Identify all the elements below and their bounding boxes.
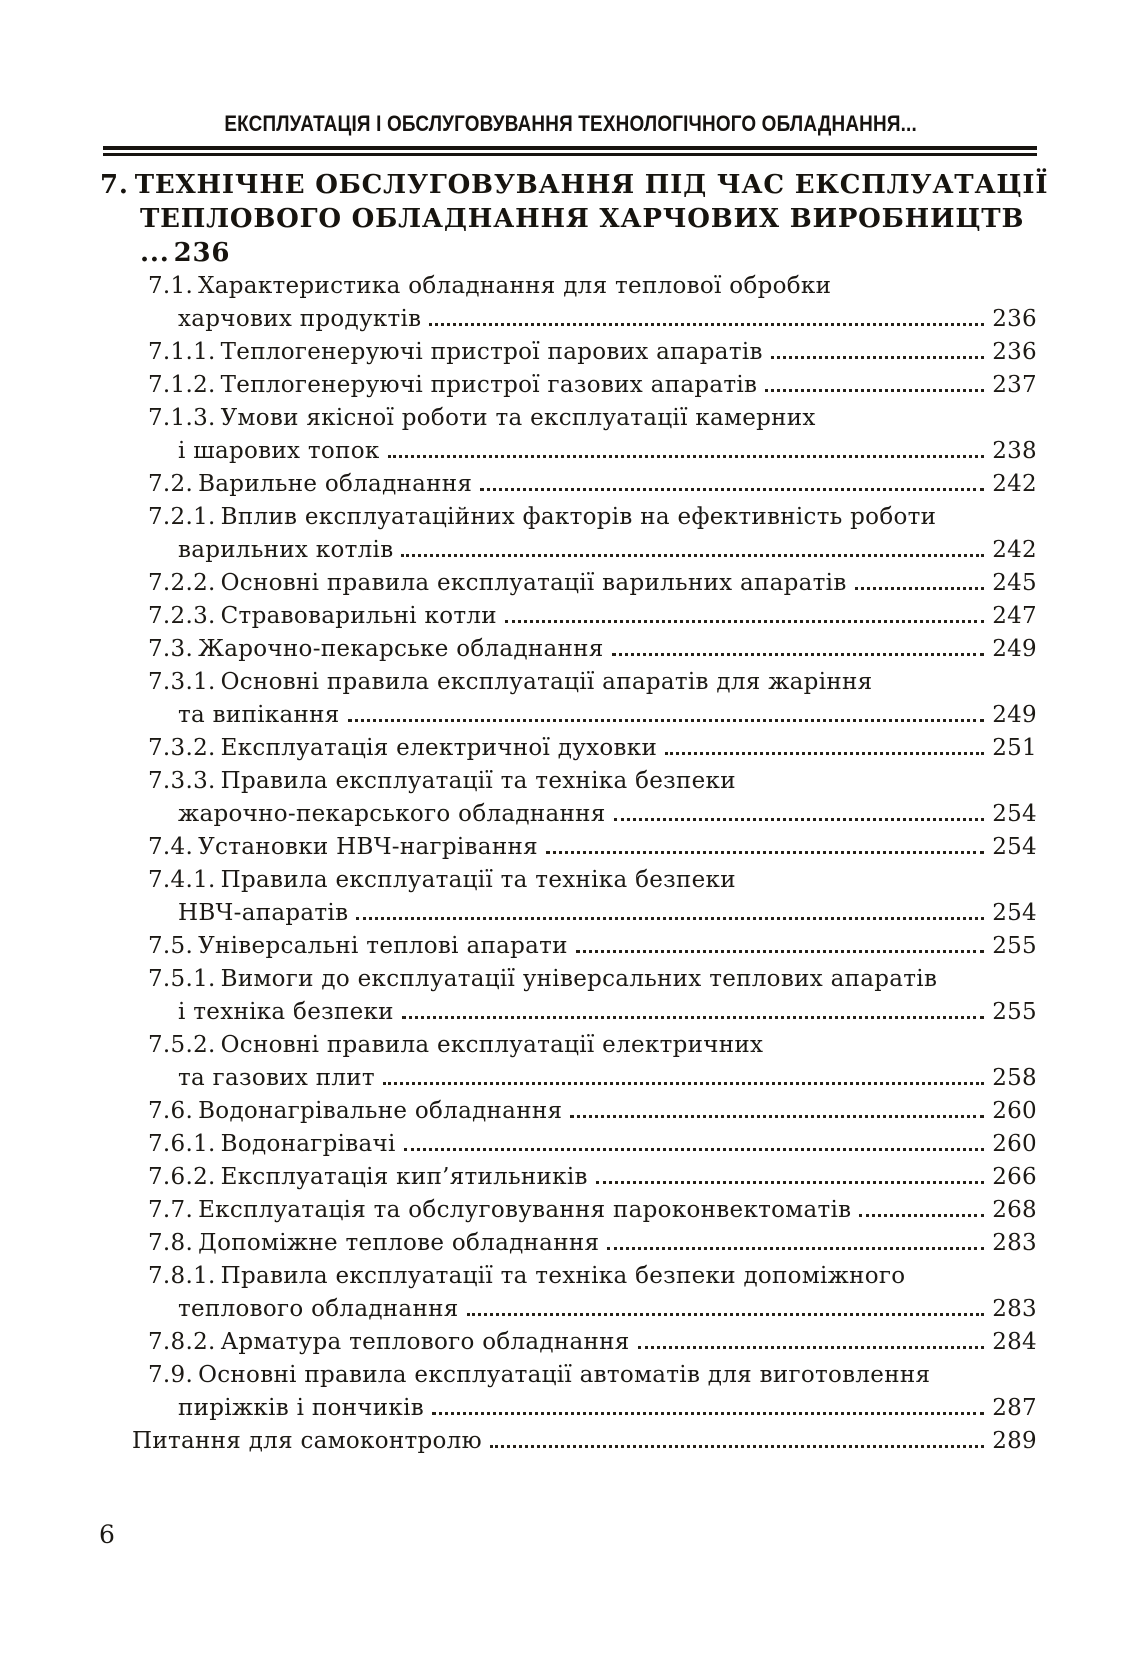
toc-dot-leader bbox=[348, 719, 985, 722]
toc-entry-text: Правила експлуатації та техніка безпеки bbox=[220, 867, 736, 893]
toc-entry-number: 7.1.3. bbox=[148, 405, 216, 431]
toc-dot-leader bbox=[388, 455, 985, 458]
toc-dot-leader bbox=[480, 488, 984, 491]
toc-entry-text: Експлуатація кип’ятильників bbox=[220, 1164, 588, 1190]
toc-dot-leader bbox=[614, 818, 985, 821]
toc-line bbox=[148, 963, 1037, 996]
chapter-title-line1-row bbox=[100, 168, 1050, 202]
toc-line bbox=[148, 435, 1037, 468]
toc-entry-number: 7.2.3. bbox=[148, 603, 216, 629]
toc-line bbox=[148, 1095, 1037, 1128]
toc-line bbox=[148, 270, 1037, 303]
toc-dot-leader bbox=[429, 323, 984, 326]
toc-entry-number: 7.8.2. bbox=[148, 1329, 216, 1355]
chapter-title-line2: ТЕПЛОВОГО ОБЛАДНАННЯ ХАРЧОВИХ ВИРОБНИЦТВ ... bbox=[140, 204, 1025, 268]
toc-entry bbox=[148, 1260, 1037, 1326]
running-header bbox=[0, 111, 1142, 137]
toc-entry bbox=[148, 1359, 1037, 1425]
toc-page-number: 254 bbox=[992, 834, 1037, 860]
chapter-number: 7. bbox=[100, 170, 129, 200]
toc-entry bbox=[148, 633, 1037, 666]
toc-entry bbox=[148, 732, 1037, 765]
toc-page-number: 289 bbox=[992, 1428, 1037, 1454]
toc-page-number: 258 bbox=[992, 1065, 1037, 1091]
toc-page-number: 268 bbox=[992, 1197, 1037, 1223]
toc-line bbox=[132, 1425, 1037, 1458]
toc-page-number: 254 bbox=[992, 900, 1037, 926]
toc-dot-leader bbox=[490, 1445, 984, 1448]
toc-dot-leader bbox=[855, 587, 985, 590]
toc-dot-leader bbox=[383, 1082, 984, 1085]
toc-entry-number: 7.6.1. bbox=[148, 1131, 216, 1157]
toc-entry-text: Установки НВЧ-нагрівання bbox=[198, 834, 538, 860]
toc-entry-number: 7.9. bbox=[148, 1362, 194, 1388]
toc-dot-leader bbox=[638, 1346, 985, 1349]
toc-page-number: 254 bbox=[992, 801, 1037, 827]
toc-page-number: 237 bbox=[992, 372, 1037, 398]
toc-page-number: 236 bbox=[992, 306, 1037, 332]
toc-page-number: 255 bbox=[992, 933, 1037, 959]
toc-entry-text: Основні правила експлуатації апаратів для жаріння bbox=[220, 669, 873, 695]
toc-line bbox=[148, 1194, 1037, 1227]
toc-dot-leader bbox=[401, 554, 984, 557]
toc-line bbox=[148, 303, 1037, 336]
toc-line bbox=[148, 666, 1037, 699]
toc-page-number: 255 bbox=[992, 999, 1037, 1025]
toc-page-number: 242 bbox=[992, 471, 1037, 497]
toc-line bbox=[148, 798, 1037, 831]
toc-line bbox=[148, 1293, 1037, 1326]
running-header-text: ЕКСПЛУАТАЦІЯ І ОБСЛУГОВУВАННЯ ТЕХНОЛОГІЧНОГО ОБЛАДНАННЯ... bbox=[224, 111, 918, 136]
toc-entry-number: 7.8.1. bbox=[148, 1263, 216, 1289]
toc-line bbox=[148, 897, 1037, 930]
toc-entry bbox=[148, 1029, 1037, 1095]
toc-entry-text: жарочно-пекарського обладнання bbox=[178, 801, 606, 827]
toc-dot-leader bbox=[607, 1247, 984, 1250]
toc-entry-number: 7.7. bbox=[148, 1197, 194, 1223]
toc-line bbox=[148, 600, 1037, 633]
toc-page-number: 283 bbox=[992, 1296, 1037, 1322]
toc-line bbox=[148, 567, 1037, 600]
toc-entry bbox=[148, 1095, 1037, 1128]
toc-entry-text: Основні правила експлуатації автоматів для виготовлення bbox=[198, 1362, 931, 1388]
toc-line bbox=[148, 1326, 1037, 1359]
chapter-heading bbox=[100, 168, 1050, 270]
toc-entry-text: Водонагрівачі bbox=[220, 1131, 396, 1157]
toc-entry-text: Експлуатація електричної духовки bbox=[220, 735, 658, 761]
toc-line bbox=[148, 1062, 1037, 1095]
toc-entry-text: Характеристика обладнання для теплової обробки bbox=[198, 273, 832, 299]
toc-entry-text: Універсальні теплові апарати bbox=[198, 933, 568, 959]
toc-page-number: 249 bbox=[992, 636, 1037, 662]
toc-entry-number: 7.2.2. bbox=[148, 570, 216, 596]
toc-entry-text: і техніка безпеки bbox=[178, 999, 394, 1025]
toc-line bbox=[148, 1359, 1037, 1392]
toc-entry-text: та випікання bbox=[178, 702, 340, 728]
toc-dot-leader bbox=[467, 1313, 985, 1316]
toc-entry-number: 7.4. bbox=[148, 834, 194, 860]
toc-entry-text: Питання для самоконтролю bbox=[132, 1428, 482, 1454]
toc-page-number: 287 bbox=[992, 1395, 1037, 1421]
toc-entry-text: варильних котлів bbox=[178, 537, 394, 563]
toc-entry bbox=[148, 402, 1037, 468]
toc-dot-leader bbox=[432, 1412, 984, 1415]
toc-entry-text: теплового обладнання bbox=[178, 1296, 459, 1322]
toc-page-number: 245 bbox=[992, 570, 1037, 596]
toc-entry bbox=[148, 930, 1037, 963]
toc-entry-number: 7.4.1. bbox=[148, 867, 216, 893]
toc-page-number: 284 bbox=[992, 1329, 1037, 1355]
toc-page-number: 260 bbox=[992, 1098, 1037, 1124]
toc-line bbox=[148, 1029, 1037, 1062]
chapter-page-number: 236 bbox=[173, 238, 231, 268]
toc-entry-number: 7.8. bbox=[148, 1230, 194, 1256]
toc-entry-number: 7.3.1. bbox=[148, 669, 216, 695]
header-divider bbox=[103, 146, 1037, 156]
toc-dot-leader bbox=[612, 653, 985, 656]
toc-dot-leader bbox=[576, 950, 984, 953]
toc-dot-leader bbox=[505, 620, 984, 623]
toc-line bbox=[148, 996, 1037, 1029]
toc-entry-text: Арматура теплового обладнання bbox=[220, 1329, 630, 1355]
toc-entry-text: та газових плит bbox=[178, 1065, 375, 1091]
toc-entry-number: 7.2. bbox=[148, 471, 194, 497]
toc-entry-text: Теплогенеруючі пристрої газових апаратів bbox=[220, 372, 758, 398]
toc-entry-number: 7.6. bbox=[148, 1098, 194, 1124]
toc-entry bbox=[148, 1326, 1037, 1359]
toc-entry-text: Вимоги до експлуатації універсальних теплових апаратів bbox=[220, 966, 938, 992]
toc-dot-leader bbox=[546, 851, 984, 854]
toc-entry bbox=[148, 336, 1037, 369]
toc-page-number: 242 bbox=[992, 537, 1037, 563]
toc-line bbox=[148, 1128, 1037, 1161]
toc-page-number: 249 bbox=[992, 702, 1037, 728]
toc-entry-text: Основні правила експлуатації варильних апаратів bbox=[220, 570, 847, 596]
toc-entry-number: 7.6.2. bbox=[148, 1164, 216, 1190]
toc-entry-text: НВЧ-апаратів bbox=[178, 900, 349, 926]
toc-entry bbox=[148, 501, 1037, 567]
toc-entry bbox=[148, 864, 1037, 930]
toc-line bbox=[148, 864, 1037, 897]
toc-entry-text: Допоміжне теплове обладнання bbox=[198, 1230, 600, 1256]
toc-dot-leader bbox=[402, 1016, 984, 1019]
toc-dot-leader bbox=[771, 356, 984, 359]
toc-line bbox=[148, 732, 1037, 765]
toc-line bbox=[148, 1227, 1037, 1260]
toc-entry-text: Стравоварильні котли bbox=[220, 603, 497, 629]
toc-dot-leader bbox=[404, 1148, 984, 1151]
toc-dot-leader bbox=[665, 752, 984, 755]
toc-entry-text: Жарочно-пекарське обладнання bbox=[198, 636, 604, 662]
toc-entry bbox=[148, 666, 1037, 732]
toc-line bbox=[148, 336, 1037, 369]
toc-entry-number: 7.1.2. bbox=[148, 372, 216, 398]
toc-dot-leader bbox=[570, 1115, 984, 1118]
toc-entry bbox=[148, 1227, 1037, 1260]
toc-dot-leader bbox=[765, 389, 984, 392]
toc-entry-text: Правила експлуатації та техніка безпеки допоміжного bbox=[220, 1263, 906, 1289]
table-of-contents bbox=[132, 270, 1037, 1458]
toc-entry-text: Водонагрівальне обладнання bbox=[198, 1098, 563, 1124]
toc-entry-text: Вплив експлуатаційних факторів на ефективність роботи bbox=[220, 504, 937, 530]
toc-entry-text: і шарових топок bbox=[178, 438, 380, 464]
toc-dot-leader bbox=[356, 917, 984, 920]
toc-line bbox=[148, 930, 1037, 963]
toc-page-number: 283 bbox=[992, 1230, 1037, 1256]
chapter-title-line1: ТЕХНІЧНЕ ОБСЛУГОВУВАННЯ ПІД ЧАС ЕКСПЛУАТАЦІЇ bbox=[134, 170, 1049, 200]
toc-entry-number: 7.2.1. bbox=[148, 504, 216, 530]
toc-entry bbox=[148, 1128, 1037, 1161]
toc-entry bbox=[148, 270, 1037, 336]
toc-entry-number: 7.5. bbox=[148, 933, 194, 959]
toc-line bbox=[148, 765, 1037, 798]
toc-entry-number: 7.5.2. bbox=[148, 1032, 216, 1058]
toc-entry-text: Теплогенеруючі пристрої парових апаратів bbox=[220, 339, 763, 365]
toc-entry bbox=[148, 468, 1037, 501]
toc-entry-number: 7.5.1. bbox=[148, 966, 216, 992]
toc-page-number: 266 bbox=[992, 1164, 1037, 1190]
toc-entry bbox=[148, 369, 1037, 402]
toc-dot-leader bbox=[859, 1214, 984, 1217]
toc-line bbox=[148, 501, 1037, 534]
toc-entry-number: 7.3. bbox=[148, 636, 194, 662]
toc-entry-text: Основні правила експлуатації електричних bbox=[220, 1032, 764, 1058]
toc-entry bbox=[148, 963, 1037, 1029]
toc-line bbox=[148, 1161, 1037, 1194]
toc-entry bbox=[148, 600, 1037, 633]
toc-dot-leader bbox=[596, 1181, 984, 1184]
toc-page-number: 260 bbox=[992, 1131, 1037, 1157]
toc-entry-text: пиріжків і пончиків bbox=[178, 1395, 424, 1421]
toc-entry-text: Експлуатація та обслуговування пароконвектоматів bbox=[198, 1197, 852, 1223]
toc-line bbox=[148, 1392, 1037, 1425]
toc-entry bbox=[148, 567, 1037, 600]
toc-entry-number: 7.1. bbox=[148, 273, 194, 299]
toc-entry bbox=[148, 1161, 1037, 1194]
toc-line bbox=[148, 699, 1037, 732]
toc-entry bbox=[132, 1425, 1037, 1458]
toc-entry-number: 7.1.1. bbox=[148, 339, 216, 365]
chapter-title-line2-row bbox=[100, 202, 1050, 270]
toc-entry-text: Правила експлуатації та техніка безпеки bbox=[220, 768, 736, 794]
toc-line bbox=[148, 402, 1037, 435]
toc-entry-number: 7.3.3. bbox=[148, 768, 216, 794]
toc-page-number: 251 bbox=[992, 735, 1037, 761]
toc-page-number: 247 bbox=[992, 603, 1037, 629]
toc-entry bbox=[148, 831, 1037, 864]
toc-entry-text: Умови якісної роботи та експлуатації камерних bbox=[220, 405, 816, 431]
toc-line bbox=[148, 633, 1037, 666]
toc-entry bbox=[148, 1194, 1037, 1227]
toc-entry-text: Варильне обладнання bbox=[198, 471, 473, 497]
page-number: 6 bbox=[99, 1520, 115, 1549]
toc-line bbox=[148, 369, 1037, 402]
toc-entry-number: 7.3.2. bbox=[148, 735, 216, 761]
toc-line bbox=[148, 831, 1037, 864]
toc-entry bbox=[148, 765, 1037, 831]
toc-entry-text: харчових продуктів bbox=[178, 306, 422, 332]
toc-page-number: 238 bbox=[992, 438, 1037, 464]
toc-line bbox=[148, 468, 1037, 501]
toc-line bbox=[148, 1260, 1037, 1293]
toc-line bbox=[148, 534, 1037, 567]
toc-page-number: 236 bbox=[992, 339, 1037, 365]
